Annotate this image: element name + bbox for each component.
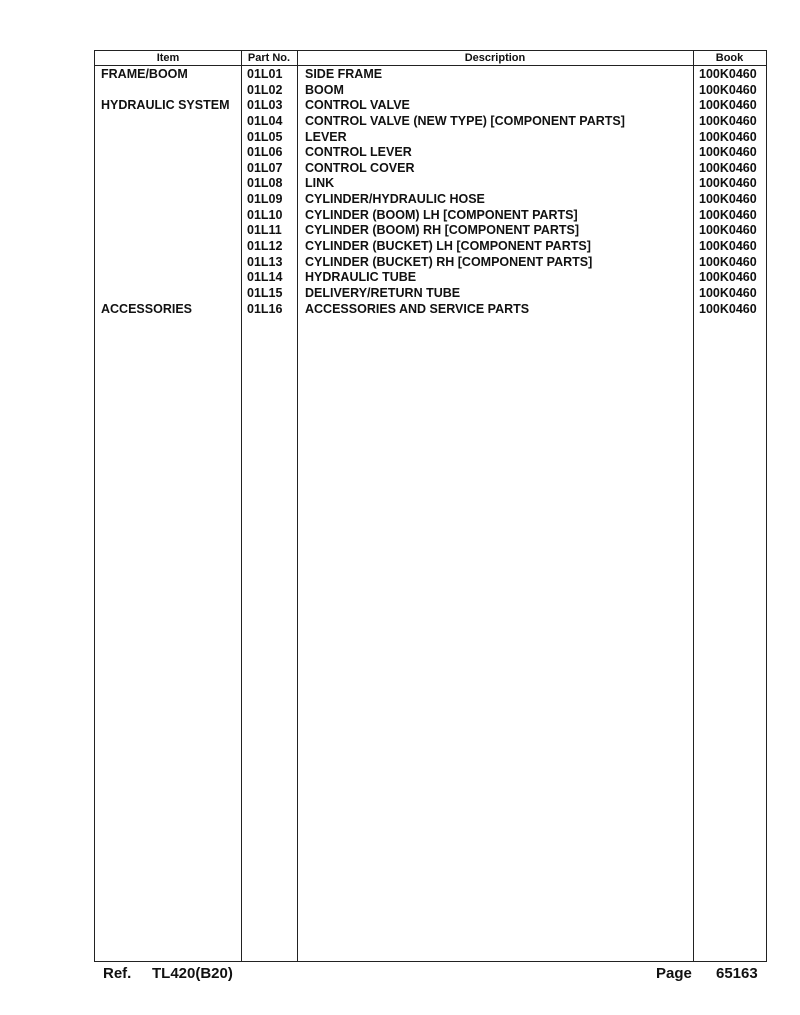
table-row <box>95 67 766 83</box>
cell-part-no: 01L04 <box>247 113 283 128</box>
cell-book: 100K0460 <box>699 82 757 97</box>
cell-part-no: 01L07 <box>247 160 283 175</box>
cell-part-no: 01L05 <box>247 129 283 144</box>
table-row <box>95 114 766 130</box>
cell-part-no: 01L06 <box>247 145 283 160</box>
table-row <box>95 130 766 146</box>
table-row <box>95 176 766 192</box>
cell-part-no: 01L13 <box>247 254 283 269</box>
table-row <box>95 239 766 255</box>
table-row <box>95 302 766 318</box>
cell-part-no: 01L11 <box>247 223 282 238</box>
cell-description: LINK <box>305 176 335 191</box>
cell-part-no: 01L12 <box>247 239 283 254</box>
cell-description: DELIVERY/RETURN TUBE <box>305 285 461 300</box>
cell-part-no: 01L14 <box>247 270 283 285</box>
footer-ref-value: TL420(B20) <box>152 965 233 982</box>
cell-book: 100K0460 <box>699 270 757 285</box>
cell-book: 100K0460 <box>699 98 757 113</box>
cell-part-no: 01L01 <box>247 67 283 81</box>
cell-book: 100K0460 <box>699 145 757 160</box>
table-row <box>95 270 766 286</box>
cell-book: 100K0460 <box>699 160 757 175</box>
cell-book: 100K0460 <box>699 192 757 207</box>
footer-page-number: 65163 <box>716 965 758 982</box>
cell-part-no: 01L08 <box>247 176 283 191</box>
cell-description: HYDRAULIC TUBE <box>305 270 417 285</box>
header-book: Book <box>693 51 766 66</box>
cell-part-no: 01L15 <box>247 285 283 300</box>
cell-book: 100K0460 <box>699 285 757 300</box>
footer-ref-label: Ref. <box>103 965 132 982</box>
table-row <box>95 208 766 224</box>
cell-part-no: 01L02 <box>247 82 283 97</box>
footer-page-label: Page <box>656 965 692 982</box>
cell-part-no: 01L16 <box>247 301 283 316</box>
cell-description: CONTROL VALVE (NEW TYPE) [COMPONENT PARTS] <box>305 113 625 128</box>
table-row <box>95 286 766 302</box>
cell-description: CYLINDER (BUCKET) RH [COMPONENT PARTS] <box>305 254 593 269</box>
cell-item: ACCESSORIES <box>101 301 192 316</box>
cell-description: SIDE FRAME <box>305 67 383 81</box>
cell-book: 100K0460 <box>699 254 757 269</box>
cell-part-no: 01L10 <box>247 207 283 222</box>
table-row <box>95 192 766 208</box>
cell-description: LEVER <box>305 129 347 144</box>
cell-part-no: 01L03 <box>247 98 283 113</box>
table-row <box>95 145 766 161</box>
cell-book: 100K0460 <box>699 239 757 254</box>
table-row <box>95 255 766 271</box>
header-part-no: Part No. <box>241 51 297 66</box>
cell-item: FRAME/BOOM <box>101 67 188 81</box>
cell-description: CYLINDER (BOOM) RH [COMPONENT PARTS] <box>305 223 580 238</box>
parts-index-table <box>94 50 767 962</box>
cell-description: BOOM <box>305 82 344 97</box>
cell-book: 100K0460 <box>699 129 757 144</box>
cell-book: 100K0460 <box>699 223 757 238</box>
header-item: Item <box>95 51 241 66</box>
cell-description: CYLINDER (BOOM) LH [COMPONENT PARTS] <box>305 207 578 222</box>
cell-item: HYDRAULIC SYSTEM <box>101 98 230 113</box>
cell-description: CONTROL COVER <box>305 160 415 175</box>
cell-description: ACCESSORIES AND SERVICE PARTS <box>305 301 530 316</box>
cell-part-no: 01L09 <box>247 192 283 207</box>
table-body <box>95 67 766 317</box>
header-description: Description <box>297 51 693 66</box>
cell-book: 100K0460 <box>699 176 757 191</box>
cell-description: CYLINDER/HYDRAULIC HOSE <box>305 192 485 207</box>
cell-description: CYLINDER (BUCKET) LH [COMPONENT PARTS] <box>305 239 591 254</box>
cell-book: 100K0460 <box>699 207 757 222</box>
cell-book: 100K0460 <box>699 301 757 316</box>
table-row <box>95 161 766 177</box>
cell-book: 100K0460 <box>699 67 757 81</box>
table-row <box>95 83 766 99</box>
cell-description: CONTROL VALVE <box>305 98 410 113</box>
cell-book: 100K0460 <box>699 113 757 128</box>
table-row <box>95 223 766 239</box>
table-row <box>95 98 766 114</box>
cell-description: CONTROL LEVER <box>305 145 412 160</box>
